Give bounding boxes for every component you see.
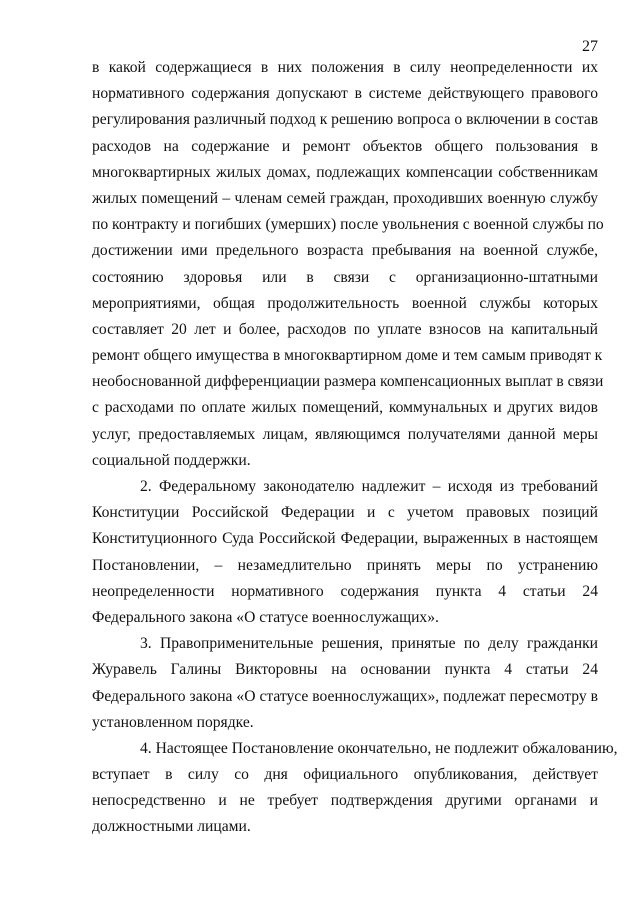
text-line: многоквартирных жилых домах, подлежащих компенсации собственникам (92, 163, 598, 181)
text-line: 3. Правоприменительные решения, принятые по делу гражданки (140, 635, 598, 653)
text-line: должностными лицами. (92, 818, 251, 836)
text-line: вступает в силу со дня официального опубликования, действует (92, 766, 598, 784)
text-line: состоянию здоровья или в связи с организационно-штатными (92, 268, 598, 286)
text-line: в какой содержащиеся в них положения в силу неопределенности их (92, 59, 598, 76)
text-line: Федерального закона «О статусе военнослужащих», подлежат пересмотру в (92, 687, 598, 705)
page-number: 27 (582, 38, 598, 55)
text-line: необоснованной дифференциации размера компенсационных выплат в связи (92, 373, 604, 391)
text-line: Постановлении, – незамедлительно принять меры по устранению (92, 556, 598, 574)
document-body (92, 55, 618, 841)
text-line: установленном порядке. (92, 713, 254, 731)
text-line: расходов на содержание и ремонт объектов общего пользования в (92, 137, 598, 155)
text-line: по контракту и погибших (умерших) после увольнения с военной службы по (92, 216, 604, 234)
text-line: Федерального закона «О статусе военнослужащих». (92, 608, 439, 626)
text-line: мероприятиями, общая продолжительность военной службы которых (92, 294, 598, 312)
text-line: Конституционного Суда Российской Федерации, выраженных в настоящем (92, 530, 598, 548)
text-line: социальной поддержки. (92, 451, 251, 469)
text-line: регулирования различный подход к решению вопроса о включении в состав (92, 111, 599, 129)
text-line: достижении ими предельного возраста пребывания на военной службе, (92, 242, 598, 260)
text-line: непосредственно и не требует подтверждения другими органами и (92, 792, 598, 810)
text-line: Конституции Российской Федерации и с учетом правовых позиций (92, 504, 598, 522)
text-line: услуг, предоставляемых лицам, являющимся получателями данной меры (92, 425, 598, 443)
text-line: 4. Настоящее Постановление окончательно, не подлежит обжалованию, (140, 739, 618, 757)
text-line: неопределенности нормативного содержания пункта 4 статьи 24 (92, 582, 598, 600)
text-line: 2. Федеральному законодателю надлежит – исходя из требований (140, 478, 598, 495)
text-line: ремонт общего имущества в многоквартирном доме и тем самым приводят к (92, 347, 603, 365)
text-line: Журавель Галины Викторовны на основании пункта 4 статьи 24 (92, 661, 598, 679)
text-line: составляет 20 лет и более, расходов по уплате взносов на капитальный (92, 320, 598, 338)
text-line: жилых помещений – членам семей граждан, проходивших военную службу (92, 189, 598, 207)
text-line: нормативного содержания допускают в системе действующего правового (92, 85, 598, 103)
text-line: с расходами по оплате жилых помещений, коммунальных и других видов (92, 399, 598, 417)
